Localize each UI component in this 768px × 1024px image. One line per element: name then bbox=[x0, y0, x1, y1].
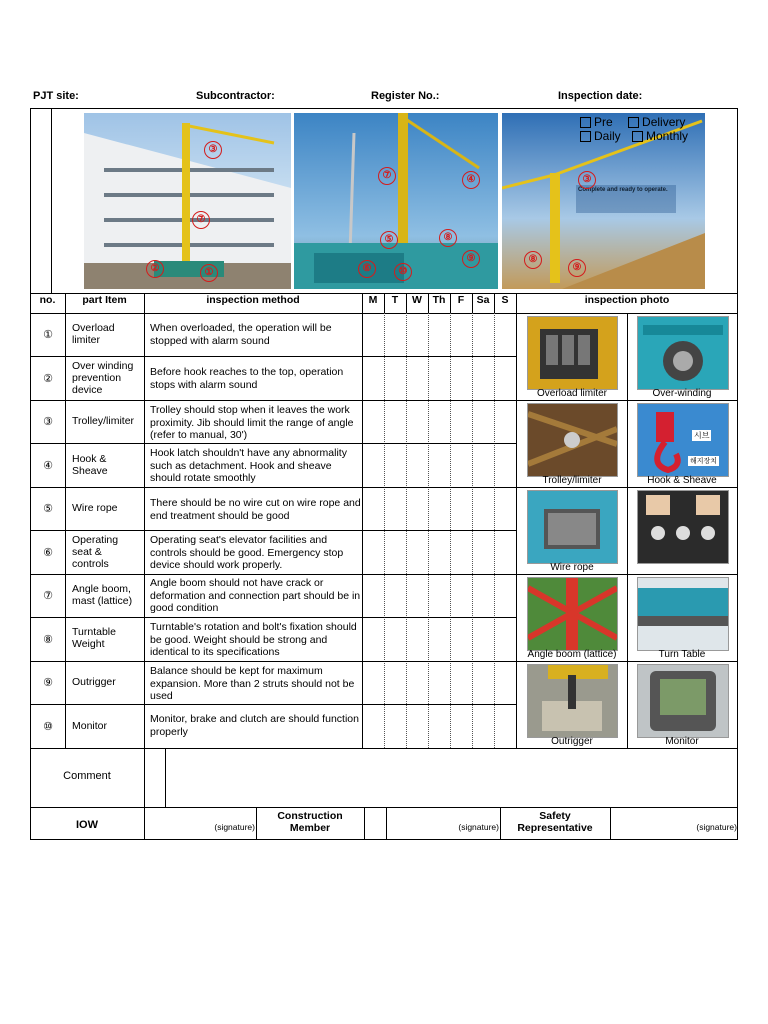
photo-overload-limiter bbox=[527, 316, 618, 390]
row-sep-5 bbox=[30, 530, 516, 531]
row-sep-2 bbox=[30, 400, 738, 401]
row-6-method: Operating seat's elevator facilities and controls should be good. Emergency stop device should work properly. bbox=[150, 534, 344, 571]
row-2-method: Before hook reaches to the top, operation stops with alarm sound bbox=[150, 366, 344, 391]
photo-operating-controls bbox=[637, 490, 729, 564]
row-9-part: Outrigger bbox=[72, 676, 116, 688]
row-7-method: Angle boom should not have crack or deformation and connection part should be in good condition bbox=[150, 577, 361, 614]
photo1-marker-b: ⑦ bbox=[192, 211, 210, 229]
row-sep-4 bbox=[30, 487, 738, 488]
col-day-m: M bbox=[368, 294, 378, 306]
delivery-label: Delivery bbox=[642, 115, 686, 129]
photo-turn-table bbox=[637, 577, 729, 651]
vline-f bbox=[472, 293, 473, 313]
construction-signature[interactable]: (signature) bbox=[458, 822, 499, 832]
inspection-date-label: Inspection date: bbox=[558, 90, 643, 102]
safety-signature[interactable]: (signature) bbox=[696, 822, 737, 832]
comment-label: Comment bbox=[63, 770, 111, 782]
comment-field[interactable] bbox=[166, 749, 736, 806]
vline-w bbox=[428, 293, 429, 313]
photo2-marker-b: ④ bbox=[462, 171, 480, 189]
photo-angle-boom bbox=[527, 577, 618, 651]
row-sep-7 bbox=[30, 617, 516, 618]
option-row-1 bbox=[580, 115, 688, 129]
photo2-marker-e: ⑩ bbox=[394, 263, 412, 281]
col-day-t: T bbox=[391, 294, 399, 306]
photo2-marker-g: ⑨ bbox=[462, 250, 480, 268]
col-day-s: S bbox=[501, 294, 509, 306]
row-9-method: Balance should be kept for maximum expansion. More than 2 struts should not be used bbox=[150, 665, 355, 702]
row-1-part: Overload limiter bbox=[72, 322, 115, 346]
row-sep-1 bbox=[30, 356, 516, 357]
vline-m bbox=[384, 293, 385, 313]
photo-strip-divider bbox=[51, 108, 52, 294]
col-part-item: part Item bbox=[82, 294, 127, 306]
caption-angle-boom: Angle boom (lattice) bbox=[527, 649, 617, 660]
photo2-marker-d: ⑥ bbox=[358, 260, 376, 278]
site-photo-2 bbox=[294, 113, 498, 289]
photo-hook-sheave bbox=[637, 403, 729, 477]
row-5-part: Wire rope bbox=[72, 502, 118, 514]
photo1-marker-d: ① bbox=[200, 264, 218, 282]
photo2-marker-c: ⑤ bbox=[380, 231, 398, 249]
vline-t bbox=[406, 293, 407, 313]
col-day-f: F bbox=[457, 294, 465, 306]
vline-th bbox=[450, 293, 451, 313]
frequency-options bbox=[580, 115, 688, 143]
photo3-marker-b: ⑧ bbox=[524, 251, 542, 269]
row-8-part: Turntable Weight bbox=[72, 626, 116, 650]
building-crane-graphic bbox=[84, 113, 291, 289]
caption-over-winding: Over-winding bbox=[652, 388, 712, 399]
row-sep-9 bbox=[30, 704, 516, 705]
row-3-part: Trolley/limiter bbox=[72, 415, 135, 427]
pre-label: Pre bbox=[594, 115, 613, 129]
delivery-checkbox[interactable] bbox=[628, 115, 685, 129]
row-2-part: Over winding prevention device bbox=[72, 360, 134, 396]
site-photo-1 bbox=[84, 113, 291, 289]
row-10-method: Monitor, brake and clutch are should function properly bbox=[150, 713, 359, 738]
photo-wire-rope bbox=[527, 490, 618, 564]
row-sep-3 bbox=[30, 443, 516, 444]
vline-sa bbox=[494, 293, 495, 313]
caption-trolley-limiter: Trolley/limiter bbox=[542, 475, 602, 486]
row-3-no: ③ bbox=[43, 416, 53, 428]
row-8-no: ⑧ bbox=[43, 634, 53, 646]
col-day-th: Th bbox=[432, 294, 446, 306]
col-inspection-photo: inspection photo bbox=[584, 294, 670, 306]
caption-overload-limiter: Overload limiter bbox=[536, 388, 608, 399]
col-day-w: W bbox=[412, 294, 422, 306]
row-9-no: ⑨ bbox=[43, 677, 53, 689]
photo-outrigger bbox=[527, 664, 618, 738]
row-7-part: Angle boom, mast (lattice) bbox=[72, 583, 133, 607]
row-4-method: Hook latch shouldn't have any abnormality such as detachment. Hook and sheave should rotate smoothly bbox=[150, 447, 347, 484]
photo1-marker-a: ③ bbox=[204, 141, 222, 159]
caption-outrigger: Outrigger bbox=[551, 736, 593, 747]
row-1-no: ① bbox=[43, 329, 53, 341]
row-5-method: There should be no wire cut on wire rope and end treatment should be good bbox=[150, 497, 361, 522]
row-10-no: ⑩ bbox=[43, 721, 53, 733]
row-10-part: Monitor bbox=[72, 720, 108, 732]
row-5-no: ⑤ bbox=[43, 503, 53, 515]
poster-headline: Complete and ready to operate. bbox=[578, 187, 668, 193]
row-2-no: ② bbox=[43, 373, 53, 385]
register-no-label: Register No.: bbox=[371, 90, 440, 102]
row-4-part: Hook & Sheave bbox=[72, 453, 108, 477]
photo-over-winding bbox=[637, 316, 729, 390]
row-sep-8 bbox=[30, 661, 738, 662]
vline-no bbox=[65, 293, 66, 748]
row-6-part: Operating seat & controls bbox=[72, 534, 119, 570]
photo-trolley-limiter bbox=[527, 403, 618, 477]
row-7-no: ⑦ bbox=[43, 590, 53, 602]
sig-vline-2 bbox=[364, 807, 365, 840]
pre-checkbox[interactable] bbox=[580, 115, 613, 129]
hook-sign-latch: 해지장치 bbox=[690, 458, 718, 465]
photo3-marker-c: ⑨ bbox=[568, 259, 586, 277]
caption-wire-rope: Wire rope bbox=[550, 562, 594, 573]
caption-turn-table: Turn Table bbox=[658, 649, 706, 660]
row-8-method: Turntable's rotation and bolt's fixation should be good. Weight should be strong and identical to its specifications bbox=[150, 621, 357, 658]
photo-monitor bbox=[637, 664, 729, 738]
monthly-label: Monthly bbox=[646, 129, 689, 143]
row-sep-6 bbox=[30, 574, 738, 575]
daily-label: Daily bbox=[594, 129, 621, 143]
col-inspection-method: inspection method bbox=[206, 294, 300, 306]
row-1-method: When overloaded, the operation will be stopped with alarm sound bbox=[150, 322, 332, 347]
construction-member-label: Construction Member bbox=[277, 810, 343, 834]
photo2-marker-a: ⑦ bbox=[378, 167, 396, 185]
vline-photo-split bbox=[627, 313, 628, 748]
row-4-no: ④ bbox=[43, 460, 53, 472]
iow-signature[interactable]: (signature) bbox=[214, 822, 255, 832]
caption-hook-sheave: Hook & Sheave bbox=[647, 475, 717, 486]
row-3-method: Trolley should stop when it leaves the work proximity. Jib should limit the range of angle (refer to manual, 30') bbox=[150, 404, 354, 441]
comment-bottom-rule bbox=[30, 807, 738, 808]
vline-part bbox=[144, 293, 145, 748]
hook-sign-sheave: 시브 bbox=[694, 431, 710, 440]
safety-rep-label: Safety Representative bbox=[517, 810, 593, 834]
vline-method bbox=[362, 293, 363, 748]
monthly-checkbox[interactable] bbox=[632, 129, 688, 143]
row-6-no: ⑥ bbox=[43, 547, 53, 559]
subcontractor-label: Subcontractor: bbox=[196, 90, 275, 102]
caption-monitor: Monitor bbox=[665, 736, 699, 747]
pjt-site-label: PJT site: bbox=[33, 90, 79, 102]
option-row-2 bbox=[580, 129, 688, 143]
col-day-sa: Sa bbox=[476, 294, 490, 306]
daily-checkbox[interactable] bbox=[580, 129, 621, 143]
iow-label: IOW bbox=[76, 819, 98, 831]
vline-s bbox=[516, 293, 517, 748]
photo1-marker-c: ② bbox=[146, 260, 164, 278]
photo2-marker-f: ⑧ bbox=[439, 229, 457, 247]
photo3-marker-a: ③ bbox=[578, 171, 596, 189]
col-no: no. bbox=[39, 294, 56, 306]
